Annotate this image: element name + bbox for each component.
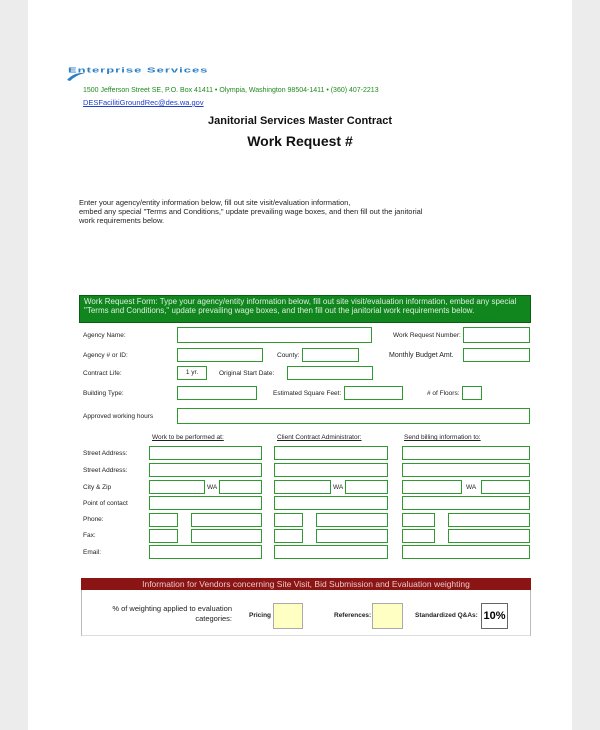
contract-life-field[interactable] bbox=[177, 366, 207, 380]
standardized-qa-weight-field[interactable]: 10% bbox=[481, 603, 508, 629]
phone-label: Phone: bbox=[83, 516, 104, 523]
weighting-label-line-2: categories: bbox=[195, 614, 232, 623]
monthly-budget-field[interactable] bbox=[463, 348, 530, 362]
county-label: County: bbox=[277, 352, 300, 359]
billing-city-field[interactable] bbox=[402, 480, 462, 494]
admin-fax-field[interactable] bbox=[316, 529, 388, 543]
references-weight-field[interactable] bbox=[372, 603, 403, 629]
logo-text: Enterprise Services bbox=[68, 66, 209, 75]
admin-email-field[interactable] bbox=[274, 545, 388, 559]
billing-fax-area-field[interactable] bbox=[402, 529, 435, 543]
approved-hours-field[interactable] bbox=[177, 408, 530, 424]
agency-name-label: Agency Name: bbox=[83, 332, 126, 339]
work-street-1-field[interactable] bbox=[149, 446, 262, 460]
num-floors-label: # of Floors: bbox=[427, 390, 460, 397]
admin-street-1-field[interactable] bbox=[274, 446, 388, 460]
original-start-date-label: Original Start Date: bbox=[219, 370, 275, 377]
admin-contact-field[interactable] bbox=[274, 496, 388, 510]
billing-phone-field[interactable] bbox=[448, 513, 530, 527]
vendor-info-bar: Information for Vendors concerning Site Visit, Bid Submission and Evaluation weighting bbox=[81, 578, 531, 590]
county-field[interactable] bbox=[302, 348, 359, 362]
client-admin-header: Client Contract Administrator: bbox=[277, 434, 362, 441]
approved-hours-label: Approved working hours bbox=[83, 413, 154, 420]
agency-name-field[interactable] bbox=[177, 327, 372, 343]
address-line: 1500 Jefferson Street SE, P.O. Box 41411 • Olympia, Washington 98504-1411 • (360) 407-2213 bbox=[83, 87, 379, 94]
work-performed-header: Work to be performed at: bbox=[152, 434, 224, 441]
work-city-field[interactable] bbox=[149, 480, 205, 494]
work-request-number-label: Work Request Number: bbox=[393, 332, 461, 339]
weighting-label bbox=[86, 604, 232, 624]
building-type-field[interactable] bbox=[177, 386, 257, 400]
work-fax-area-field[interactable] bbox=[149, 529, 178, 543]
street-address-1-label: Street Address: bbox=[83, 450, 128, 457]
work-phone-field[interactable] bbox=[191, 513, 262, 527]
intro-line-1: Enter your agency/entity information below, fill out site visit/evaluation information, bbox=[79, 198, 351, 207]
billing-state-label: WA bbox=[466, 484, 477, 491]
billing-street-1-field[interactable] bbox=[402, 446, 530, 460]
estimated-sq-feet-field[interactable] bbox=[344, 386, 403, 400]
fax-label: Fax: bbox=[83, 532, 96, 539]
work-fax-field[interactable] bbox=[191, 529, 262, 543]
contract-life-label: Contract Life: bbox=[83, 370, 122, 377]
admin-street-2-field[interactable] bbox=[274, 463, 388, 477]
work-zip-field[interactable] bbox=[219, 480, 262, 494]
billing-zip-field[interactable] bbox=[481, 480, 530, 494]
num-floors-field[interactable] bbox=[462, 386, 482, 400]
original-start-date-field[interactable] bbox=[287, 366, 373, 380]
instruction-bar: Work Request Form: Type your agency/entity information below, fill out site visit/evaluation information, embed any special "Terms and Conditions," update prevailing wage boxes, and then fill out the janitorial work requirements below. bbox=[79, 295, 531, 323]
point-of-contact-label: Point of contact bbox=[83, 500, 128, 507]
city-zip-label: City & Zip bbox=[83, 484, 112, 491]
admin-zip-field[interactable] bbox=[345, 480, 388, 494]
billing-phone-area-field[interactable] bbox=[402, 513, 435, 527]
form-title: Work Request # bbox=[247, 133, 353, 149]
billing-email-field[interactable] bbox=[402, 545, 530, 559]
billing-info-header: Send billing information to: bbox=[404, 434, 481, 441]
work-street-2-field[interactable] bbox=[149, 463, 262, 477]
agency-id-field[interactable] bbox=[177, 348, 263, 362]
email-link[interactable]: DESFacilitiGroundRec@des.wa.gov bbox=[83, 98, 204, 107]
building-type-label: Building Type: bbox=[83, 390, 124, 397]
email-label: Email: bbox=[83, 549, 102, 556]
admin-state-label: WA bbox=[333, 484, 344, 491]
monthly-budget-label: Monthly Budget Amt. bbox=[389, 352, 454, 359]
admin-phone-field[interactable] bbox=[316, 513, 388, 527]
admin-fax-area-field[interactable] bbox=[274, 529, 303, 543]
work-request-number-field[interactable] bbox=[463, 327, 530, 343]
street-address-2-label: Street Address: bbox=[83, 467, 128, 474]
billing-contact-field[interactable] bbox=[402, 496, 530, 510]
work-contact-field[interactable] bbox=[149, 496, 262, 510]
billing-street-2-field[interactable] bbox=[402, 463, 530, 477]
intro-text bbox=[79, 198, 509, 225]
intro-line-2: embed any special "Terms and Conditions," update prevailing wage boxes, and then fill out the janitorial bbox=[79, 207, 423, 216]
pricing-label: Pricing bbox=[249, 612, 272, 619]
admin-city-field[interactable] bbox=[274, 480, 331, 494]
contract-life-value: 1 yr. bbox=[185, 369, 199, 376]
weighting-label-line-1: % of weighting applied to evaluation bbox=[112, 604, 232, 613]
estimated-sq-feet-label: Estimated Square Feet: bbox=[273, 390, 342, 397]
pricing-weight-field[interactable] bbox=[273, 603, 303, 629]
agency-id-label: Agency # or ID: bbox=[83, 352, 128, 359]
billing-fax-field[interactable] bbox=[448, 529, 530, 543]
references-label: References: bbox=[334, 612, 372, 619]
contract-title: Janitorial Services Master Contract bbox=[207, 115, 393, 127]
admin-phone-area-field[interactable] bbox=[274, 513, 303, 527]
work-email-field[interactable] bbox=[149, 545, 262, 559]
work-phone-area-field[interactable] bbox=[149, 513, 178, 527]
work-state-label: WA bbox=[207, 484, 218, 491]
standardized-qa-label: Standardized Q&As: bbox=[415, 612, 478, 619]
intro-line-3: work requirements below. bbox=[79, 216, 165, 225]
